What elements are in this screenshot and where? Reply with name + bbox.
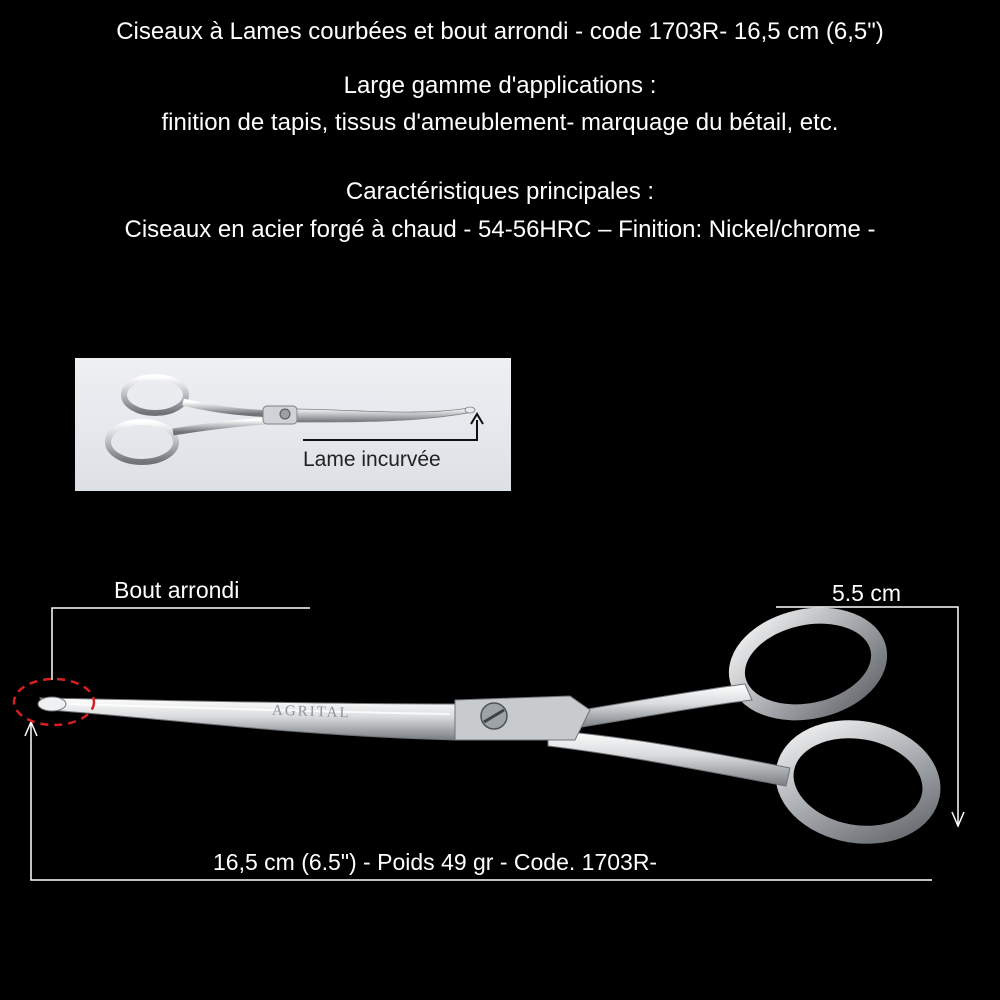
thumbnail-scissors-image	[75, 358, 511, 491]
rounded-tip-label: Bout arrondi	[114, 577, 240, 603]
features-heading: Caractéristiques principales :	[345, 178, 655, 205]
blade-engraving: AGRITAL	[271, 702, 351, 722]
ring-width-label: 5.5 cm	[832, 580, 902, 606]
applications-heading: Large gamme d'applications :	[343, 72, 657, 99]
applications-text: finition de tapis, tissus d'ameublement- marquage du bétail, etc.	[161, 109, 839, 136]
features-text: Ciseaux en acier forgé à chaud - 54-56HRC – Finition: Nickel/chrome -	[124, 216, 876, 243]
scissors-image	[38, 603, 940, 846]
curved-blade-label: Lame incurvée	[303, 448, 441, 471]
title-text: Ciseaux à Lames courbées et bout arrondi - code 1703R- 16,5 cm (6,5")	[116, 18, 884, 45]
dimensions-label: 16,5 cm (6.5") - Poids 49 gr - Code. 1703R-	[213, 849, 658, 875]
thumbnail-photo	[75, 358, 511, 491]
